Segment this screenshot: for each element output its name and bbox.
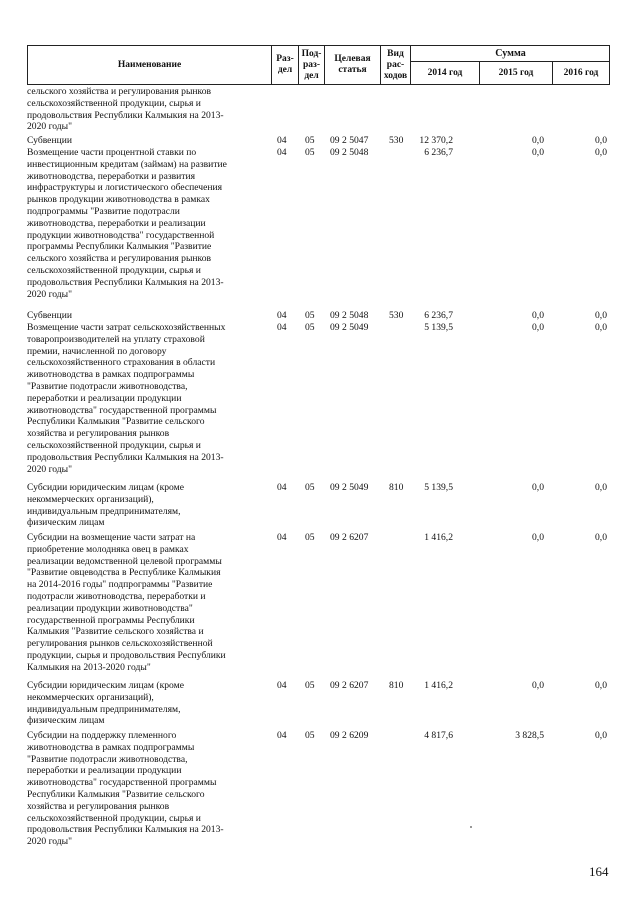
row-celevaya: 09 2 5048 [330,147,369,158]
row-podrazdel: 05 [305,310,315,321]
row-vid: 810 [389,680,404,691]
row-vid: 530 [389,135,404,146]
row-2015: 3 828,5 [515,730,544,741]
header-vid: Вид рас- ходов [381,46,411,84]
row-2014: 4 817,6 [424,730,453,741]
row-2016: 0,0 [595,680,607,691]
row-name: Субсидии юридическим лицам (кроме некоммерческих организаций), индивидуальным предпринимателям, физическим лицам [27,482,184,529]
row-2016: 0,0 [595,310,607,321]
header-year-2015: 2015 год [480,62,553,84]
row-podrazdel: 05 [305,147,315,158]
row-2016: 0,0 [595,147,607,158]
row-razdel: 04 [277,482,287,493]
row-2014: 6 236,7 [424,147,453,158]
row-name: Субсидии юридическим лицам (кроме некоммерческих организаций), индивидуальным предпринимателям, физическим лицам [27,680,184,727]
row-2015: 0,0 [532,680,544,691]
row-podrazdel: 05 [305,135,315,146]
row-2016: 0,0 [595,730,607,741]
row-vid: 530 [389,310,404,321]
row-2014: 5 139,5 [424,482,453,493]
row-name: Возмещение части затрат сельскохозяйственных товаропроизводителей на уплату страховой премии, начисленной по договору сельскохозяйственного страхования в области животноводства в рамках подпрограммы "Развитие подотрасли животноводства, переработки и реализации продукции животноводства" государственной программы Республики Калмыкия "Развитие сельского хозяйства и регулирования рынков сельскохозяйственной продукции, сырья и продовольствия Республики Калмыкия на 2013- 2020 годы" [27,322,226,475]
row-celevaya: 09 2 5048 [330,310,369,321]
row-2015: 0,0 [532,135,544,146]
row-vid: 810 [389,482,404,493]
row-2014: 6 236,7 [424,310,453,321]
row-name: Субсидии на поддержку племенного животноводства в рамках подпрограммы "Развитие подотрасли животноводства, переработки и реализации продукции животноводства" государственной программы Республики Калмыкия "Развитие сельского хозяйства и регулирования рынков сельскохозяйственной продукции, сырья и продовольствия Республики Калмыкия на 2013- 2020 годы" [27,730,224,848]
row-2014: 5 139,5 [424,322,453,333]
row-podrazdel: 05 [305,482,315,493]
row-razdel: 04 [277,322,287,333]
scan-speck [470,826,472,828]
row-razdel: 04 [277,730,287,741]
row-podrazdel: 05 [305,680,315,691]
row-razdel: 04 [277,135,287,146]
row-2015: 0,0 [532,322,544,333]
row-name: Субвенции [27,135,72,146]
row-2016: 0,0 [595,322,607,333]
row-celevaya: 09 2 5049 [330,482,369,493]
row-2014: 1 416,2 [424,680,453,691]
row-name: сельского хозяйства и регулирования рынков сельскохозяйственной продукции, сырья и продовольствия Республики Калмыкия на 2013- 2020 годы" [27,86,224,133]
header-summa: Сумма [411,46,610,62]
row-podrazdel: 05 [305,730,315,741]
row-razdel: 04 [277,147,287,158]
row-2014: 1 416,2 [424,532,453,543]
header-razdel: Раз- дел [272,46,299,84]
header-name: Наименование [28,46,272,84]
page-number: 164 [589,864,609,879]
header-celevaya: Целевая статья [325,46,381,84]
row-razdel: 04 [277,532,287,543]
header-podrazdel: Под- раз- дел [299,46,325,84]
header-year-2014: 2014 год [411,62,480,84]
row-name: Субвенции [27,310,72,321]
header-year-2016: 2016 год [563,68,599,78]
row-2016: 0,0 [595,482,607,493]
row-celevaya: 09 2 6207 [330,532,369,543]
row-celevaya: 09 2 5047 [330,135,369,146]
row-2015: 0,0 [532,532,544,543]
row-celevaya: 09 2 6209 [330,730,369,741]
row-razdel: 04 [277,310,287,321]
row-2014: 12 370,2 [419,135,453,146]
row-podrazdel: 05 [305,532,315,543]
row-name: Возмещение части процентной ставки по инвестиционным кредитам (займам) на развитие животноводства, переработки и развития инфраструктуры и логистического обеспечения рынков продукции животноводства в рамках подпрограммы "Развитие подотрасли животноводства, переработки и реализации продукции животноводства" государственной программы Республики Калмыкия "Развитие сельского хозяйства и регулирования рынков сельскохозяйственной продукции, сырья и продовольствия Республики Калмыкия на 2013- 2020 годы" [27,147,227,300]
row-2015: 0,0 [532,482,544,493]
row-name: Субсидии на возмещение части затрат на приобретение молодняка овец в рамках реализации ведомственной целевой программы "Развитие овцеводства в Республике Калмыкия на 2014-2016 годы" подпрограммы "Развитие подотрасли животноводства, переработки и реализации продукции животноводства" государственной программы Республики Калмыкия "Развитие сельского хозяйства и регулирования рынков сельскохозяйственной продукции, сырья и продовольствия Республики Калмыкия на 2013-2020 годы" [27,532,226,673]
row-podrazdel: 05 [305,322,315,333]
row-2016: 0,0 [595,135,607,146]
table-header [27,45,610,85]
row-2016: 0,0 [595,532,607,543]
row-celevaya: 09 2 6207 [330,680,369,691]
row-2015: 0,0 [532,147,544,158]
row-celevaya: 09 2 5049 [330,322,369,333]
row-razdel: 04 [277,680,287,691]
row-2015: 0,0 [532,310,544,321]
